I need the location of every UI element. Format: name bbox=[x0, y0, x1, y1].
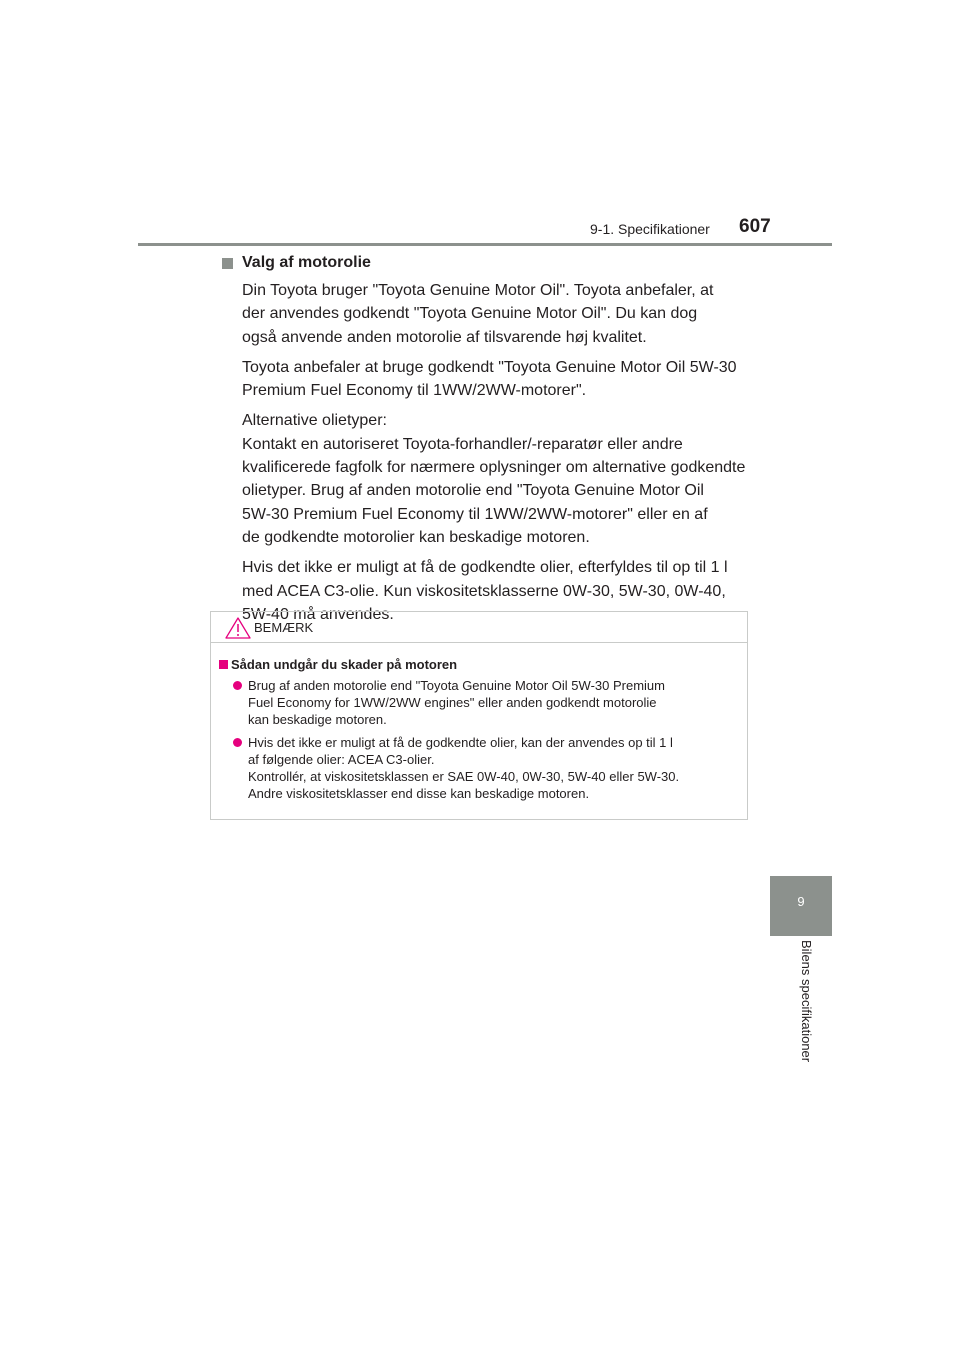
paragraph bbox=[242, 409, 746, 549]
header-divider bbox=[138, 243, 832, 246]
bullet-text bbox=[248, 677, 741, 728]
paragraph-line: olietyper. Brug af anden motorolie end "Toyota Genuine Motor Oil bbox=[242, 482, 704, 500]
paragraph-line: 5W-40 må anvendes. bbox=[242, 605, 394, 623]
section-heading-text: Valg af motorolie bbox=[242, 254, 371, 271]
bullet-line: Hvis det ikke er muligt at få de godkendte olier, kan der anvendes op til 1 l bbox=[248, 735, 673, 750]
warning-triangle-icon bbox=[225, 617, 251, 639]
paragraph-line: med ACEA C3-olie. Kun viskositetsklasserne 0W-30, 5W-30, 0W-40, bbox=[242, 582, 726, 600]
paragraph-line: Alternative olietyper: bbox=[242, 412, 387, 430]
paragraph-line: Premium Fuel Economy til 1WW/2WW-motorer". bbox=[242, 382, 587, 400]
square-bullet-icon bbox=[219, 660, 228, 669]
paragraph-line: Kontakt en autoriseret Toyota-forhandler/-reparatør eller andre bbox=[242, 435, 683, 453]
paragraph bbox=[242, 356, 746, 403]
bullet-line: Fuel Economy for 1WW/2WW engines" eller anden godkendt motorolie bbox=[248, 695, 657, 710]
paragraph-line: der anvendes godkendt "Toyota Genuine Motor Oil". Du kan dog bbox=[242, 305, 698, 323]
notice-title bbox=[219, 657, 741, 672]
bullet-line: Brug af anden motorolie end "Toyota Genuine Motor Oil 5W-30 Premium bbox=[248, 678, 665, 693]
notice-bullet bbox=[219, 734, 741, 802]
page-header bbox=[0, 0, 960, 250]
main-content bbox=[222, 254, 746, 633]
section-reference: 9-1. Specifikationer bbox=[590, 221, 710, 237]
notice-label: BEMÆRK bbox=[254, 620, 314, 635]
page-number: 607 bbox=[739, 216, 771, 237]
notice-title-text: Sådan undgår du skader på motoren bbox=[231, 657, 458, 672]
paragraph-line: Hvis det ikke er muligt at få de godkendte olier, efterfyldes til op til 1 l bbox=[242, 559, 728, 577]
paragraph-line: Din Toyota bruger "Toyota Genuine Motor Oil". Toyota anbefaler, at bbox=[242, 282, 714, 299]
square-bullet-icon bbox=[222, 258, 233, 269]
paragraph-line: også anvende anden motorolie af tilsvarende høj kvalitet. bbox=[242, 328, 647, 346]
section-body bbox=[222, 279, 746, 626]
paragraph bbox=[242, 279, 746, 349]
chapter-tab bbox=[770, 876, 832, 936]
notice-header bbox=[211, 612, 747, 643]
paragraph-line: de godkendte motorolier kan beskadige motoren. bbox=[242, 528, 590, 546]
notice-bullet bbox=[219, 677, 741, 728]
notice-body bbox=[211, 643, 747, 802]
notice-box bbox=[210, 611, 748, 820]
bullet-text bbox=[248, 734, 741, 802]
bullet-line: Andre viskositetsklasser end disse kan beskadige motoren. bbox=[248, 786, 590, 801]
paragraph-line: kvalificerede fagfolk for nærmere oplysninger om alternative godkendte bbox=[242, 459, 746, 477]
chapter-label: Bilens specifikationer bbox=[799, 940, 814, 1063]
chapter-number: 9 bbox=[797, 894, 805, 909]
circle-bullet-icon bbox=[233, 738, 242, 747]
paragraph-line: 5W-30 Premium Fuel Economy til 1WW/2WW-motorer" eller en af bbox=[242, 505, 708, 523]
section-heading bbox=[222, 254, 746, 272]
circle-bullet-icon bbox=[233, 681, 242, 690]
bullet-line: af følgende olier: ACEA C3-olier. bbox=[248, 752, 435, 767]
bullet-line: kan beskadige motoren. bbox=[248, 712, 387, 727]
paragraph-line: Toyota anbefaler at bruge godkendt "Toyota Genuine Motor Oil 5W-30 bbox=[242, 358, 737, 376]
bullet-line: Kontrollér, at viskositetsklassen er SAE 0W-40, 0W-30, 5W-40 eller 5W-30. bbox=[248, 769, 680, 784]
